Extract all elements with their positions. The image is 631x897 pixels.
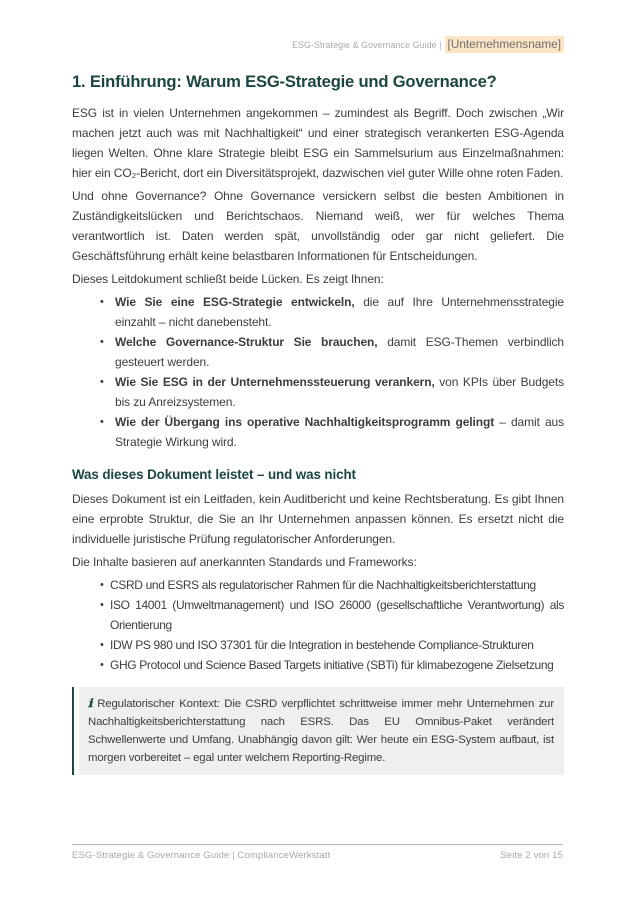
benefit-rest-text: – damit aus Strategie Wirkung wird. — [115, 415, 564, 449]
benefit-rest-text: von KPIs über Budgets bis zu Anreizsystemen. — [115, 375, 564, 409]
paragraph-scope: Dieses Dokument ist ein Leitfaden, kein Auditbericht und keine Rechtsberatung. Es gibt Ihnen eine erprobte Struktur, die Sie an Ihr Unternehmen anpassen können. Es ersetzt nicht die individuelle juristische Prüfung regulatorischer Anforderungen. — [72, 492, 564, 546]
standards-list — [72, 575, 564, 675]
list-item: • CSRD und ESRS als regulatorischer Rahmen für die Nachhaltigkeitsberichterstattung — [72, 575, 564, 595]
footer-page-number: Seite 2 von 15 — [500, 850, 563, 861]
benefit-bold-text: Wie der Übergang ins operative Nachhaltigkeitsprogramm gelingt — [115, 415, 495, 429]
benefits-list — [72, 292, 564, 452]
header-doc-title: ESG-Strategie & Governance Guide | — [292, 40, 442, 50]
paragraph-lead-in: Dieses Leitdokument schließt beide Lücken. Es zeigt Ihnen: — [72, 272, 384, 286]
info-box — [72, 687, 564, 775]
footer-doc-title: ESG-Strategie & Governance Guide | ComplianceWerkstatt — [72, 850, 331, 861]
list-item — [72, 412, 564, 452]
list-item — [72, 332, 564, 372]
subsection-title: Was dieses Dokument leistet – und was nicht — [72, 467, 356, 482]
list-item — [72, 372, 564, 412]
benefit-bold-text: Wie Sie ESG in der Unternehmenssteuerung verankern, — [115, 375, 435, 389]
info-icon: ℹ — [88, 696, 93, 710]
page-footer — [72, 844, 563, 861]
info-box-text: Regulatorischer Kontext: Die CSRD verpflichtet schrittweise immer mehr Unternehmen zur Nachhaltigkeitsberichterstattung nach ESRS. Das EU Omnibus-Paket verändert Schwellenwerte und Umfang. Unabhängig davon gilt: Wer heute ein ESG-System aufbaut, ist morgen vorbereitet – egal unter welchem Reporting-Regime. — [88, 698, 554, 764]
list-item: • IDW PS 980 und ISO 37301 für die Integration in bestehende Compliance-Strukturen — [72, 635, 564, 655]
list-item: • GHG Protocol und Science Based Targets initiative (SBTi) für klimabezogene Zielsetzung — [72, 655, 564, 675]
paragraph-governance: Und ohne Governance? Ohne Governance versickern selbst die besten Ambitionen in Zuständigkeitslücken und Berichtschaos. Niemand weiß, wer für welches Thema verantwortlich ist. Daten werden spät, unvollständig oder gar nicht geliefert. Die Geschäftsführung erhält keine belastbaren Informationen für Entscheidungen. — [72, 189, 564, 263]
benefit-rest-text: damit ESG-Themen verbindlich gesteuert werden. — [115, 335, 565, 369]
benefit-bold-text: Wie Sie eine ESG-Strategie entwickeln, — [115, 295, 355, 309]
section-title: 1. Einführung: Warum ESG-Strategie und Governance? — [72, 72, 497, 91]
page-content — [72, 0, 564, 775]
page-header — [72, 36, 564, 53]
list-item: • ISO 14001 (Umweltmanagement) und ISO 26000 (gesellschaftliche Verantwortung) als Orientierung — [72, 595, 564, 635]
header-company-placeholder: [Unternehmensname] — [445, 36, 564, 53]
info-box-body — [79, 687, 564, 775]
benefit-bold-text: Welche Governance-Struktur Sie brauchen, — [115, 335, 378, 349]
paragraph-standards-lead: Die Inhalte basieren auf anerkannten Standards und Frameworks: — [72, 555, 417, 569]
benefit-rest-text: die auf Ihre Unternehmensstrategie einzahlt – nicht danebensteht. — [115, 295, 564, 329]
list-item — [72, 292, 564, 332]
paragraph-intro: ESG ist in vielen Unternehmen angekommen – zumindest als Begriff. Doch zwischen „Wir machen jetzt auch was mit Nachhaltigkeit“ und einer strategisch verankerten ESG-Agenda liegen Welten. Ohne klare Strategie bleibt ESG ein Sammelsurium aus Einzelmaßnahmen: hier ein CO₂-Bericht, dort ein Diversitätsprojekt, dazwischen viel guter Wille ohne roten Faden. — [72, 106, 564, 180]
